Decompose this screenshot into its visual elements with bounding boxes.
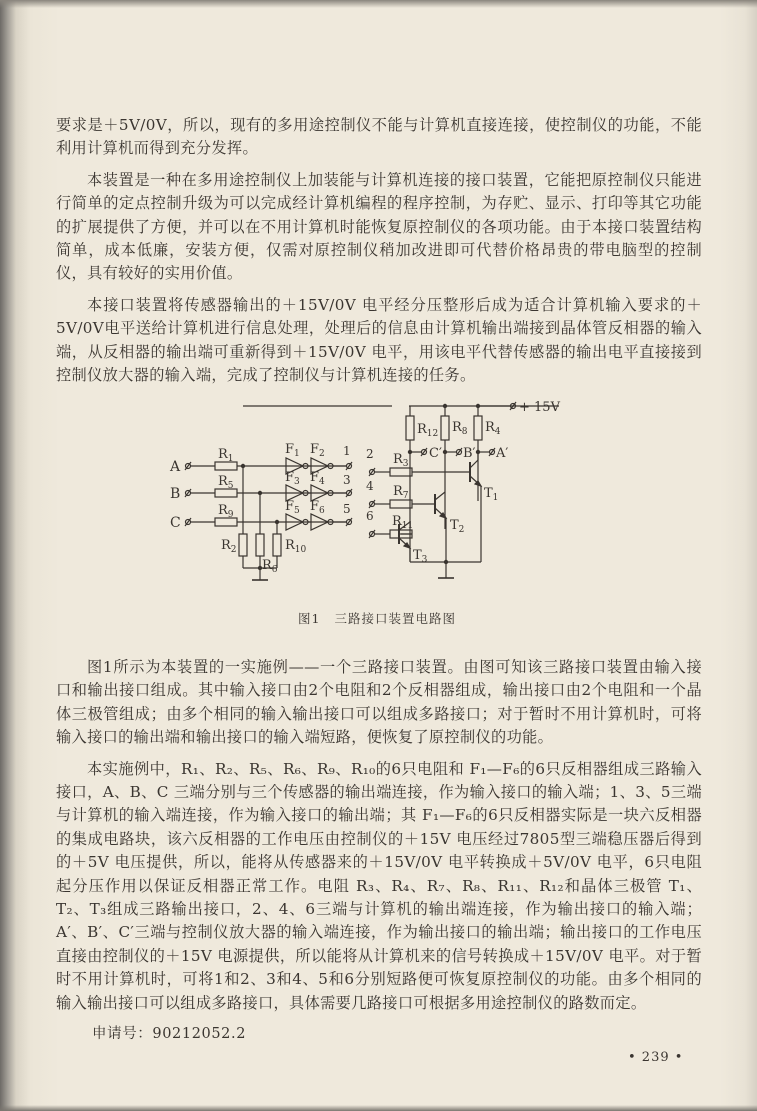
svg-text:F1: $F_1$ [285, 442, 300, 459]
svg-text:R9: $R_9$ [218, 503, 234, 520]
svg-text:R3: $R_3$ [393, 452, 409, 469]
svg-text:R10: $R_{10}$ [285, 538, 307, 555]
terminal-a-label: A [170, 459, 181, 475]
supply-label: + 15V [519, 400, 560, 415]
svg-text:C′: C′ [429, 446, 442, 461]
terminal-b-label: B [170, 486, 181, 502]
svg-text:2: 2 [366, 447, 374, 461]
svg-text:B′: B′ [463, 446, 476, 461]
application-number: 申请号：90212052.2 [92, 1026, 247, 1042]
body-text-top [56, 114, 702, 387]
svg-text:R1: $R_1$ [218, 447, 234, 464]
figure-caption [298, 609, 456, 627]
circuit-diagram [165, 386, 605, 596]
svg-text:3: 3 [343, 473, 351, 487]
paragraph-device-summary: 本装置是一种在多用途控制仪上加装能与计算机连接的接口装置，它能把原控制仪只能进行简单的定点控制升级为可以完成经计算机编程的程序控制，为存贮、显示、打印等其它功能的扩展提供了方便，并可以在不用计算机时能恢复原控制仪的各项功能。由于本接口装置结构简单，成本低廉，安装方便，仅需对原控制仪稍加改进即可代替价格昂贵的带电脑型的控制仪，具有较好的实用价值。 [56, 170, 702, 283]
page-top-shadow [0, 0, 757, 8]
svg-text:R7: $R_7$ [393, 484, 409, 501]
svg-text:F6: $F_6$ [310, 499, 325, 516]
input-terminals [185, 462, 191, 526]
page-bottom-shadow [0, 1105, 757, 1111]
paragraph-embodiment: 图1所示为本装置的一实施例——一个三路接口装置。由图可知该三路接口装置由输入接口和输出接口组成。其中输入接口由2个电阻和2个反相器组成，输出接口由2个电阻和一个晶体三极管组成；由多个相同的输入输出接口可以组成多路接口；对于暂时不用计算机时，可将输入接口的输出端和输出接口的输入端短路，便恢复了原控制仪的功能。 [56, 658, 702, 747]
svg-text:F5: $F_5$ [285, 499, 300, 516]
svg-text:1: 1 [343, 444, 351, 458]
svg-text:F2: $F_2$ [310, 442, 325, 459]
figure-title: 三路接口装置电路图 [334, 611, 456, 626]
svg-text:R8: $R_8$ [452, 420, 468, 437]
svg-text:5: 5 [343, 502, 351, 516]
figure-number: 图1 [298, 611, 321, 626]
svg-text:T1: $T_1$ [484, 486, 499, 503]
svg-text:R12: $R_{12}$ [417, 422, 439, 439]
paragraph-details: 本实施例中，R₁、R₂、R₅、R₆、R₉、R₁₀的6只电阻和 F₁—F₆的6只反相器组成三路输入接口，A、B、C 三端分别与三个传感器的输出端连接，作为输入接口的输入端；1、3、5三端与计算机的输入端连接，作为输入接口的输出端；其 F₁—F₆的6只反相器实际是一块六反相器的集成电路块，该六反相器的工作电压由控制仪的＋15V 电压经过7805型三端稳压器后得到的＋5V 电压提供，所以，能将从传感器来的＋15V/0V 电平转换成＋5V/0V 电平，6只电阻起分压作用以保证反相器正常工作。电阻 R₃、R₄、R₇、R₈、R₁₁、R₁₂和晶体三极管 T₁、T₂、T₃组成三路输出接口，2、4、6三端与计算机的输出端连接，作为输出接口的输入端；A′、B′、C′三端与控制仪放大器的输入端连接，作为输出接口的输出端；输出接口的工作电压直接由控制仪的＋15V 电源提供，所以能将从计算机来的信号转换成＋15V/0V 电平。对于暂时不用计算机时，可将1和2、3和4、5和6分别短路便可恢复原控制仪的功能。由多个相同的输入输出接口可以组成多路接口，具体需要几路接口可根据多用途控制仪的路数而定。 [56, 759, 702, 1012]
page-number: • 239 • [628, 1050, 684, 1065]
inverter-chain [286, 458, 346, 530]
svg-text:R6: $R_6$ [262, 558, 278, 575]
svg-text:T2: $T_2$ [450, 518, 465, 535]
svg-text:A′: A′ [496, 446, 509, 461]
svg-text:R11: $R_{11}$ [392, 514, 414, 531]
paragraph-principle: 本接口装置将传感器输出的＋15V/0V 电平经分压整形后成为适合计算机输入要求的＋5V/0V电平送给计算机进行信息处理，处理后的信息由计算机输出端接到晶体管反相器的输入端，从反相器的输出端可重新得到＋15V/0V 电平，用该电平代替传感器的输出电平直接接到控制仪放大器的输入端，完成了控制仪与计算机连接的任务。 [56, 295, 702, 385]
svg-text:R2: $R_2$ [221, 538, 237, 555]
svg-text:R4: $R_4$ [485, 420, 501, 437]
svg-text:T3: $T_3$ [413, 548, 428, 565]
svg-text:4: 4 [366, 479, 374, 493]
svg-text:F4: $F_4$ [310, 470, 325, 487]
body-text-bottom [56, 656, 702, 1015]
svg-text:R5: $R_5$ [218, 474, 234, 491]
paragraph-continuation: 要求是＋5V/0V，所以，现有的多用途控制仪不能与计算机直接连接，使控制仪的功能，不能利用计算机而得到充分发挥。 [56, 116, 702, 158]
svg-text:F3: $F_3$ [285, 470, 300, 487]
svg-text:6: 6 [366, 509, 374, 523]
terminal-c-label: C [170, 515, 181, 531]
